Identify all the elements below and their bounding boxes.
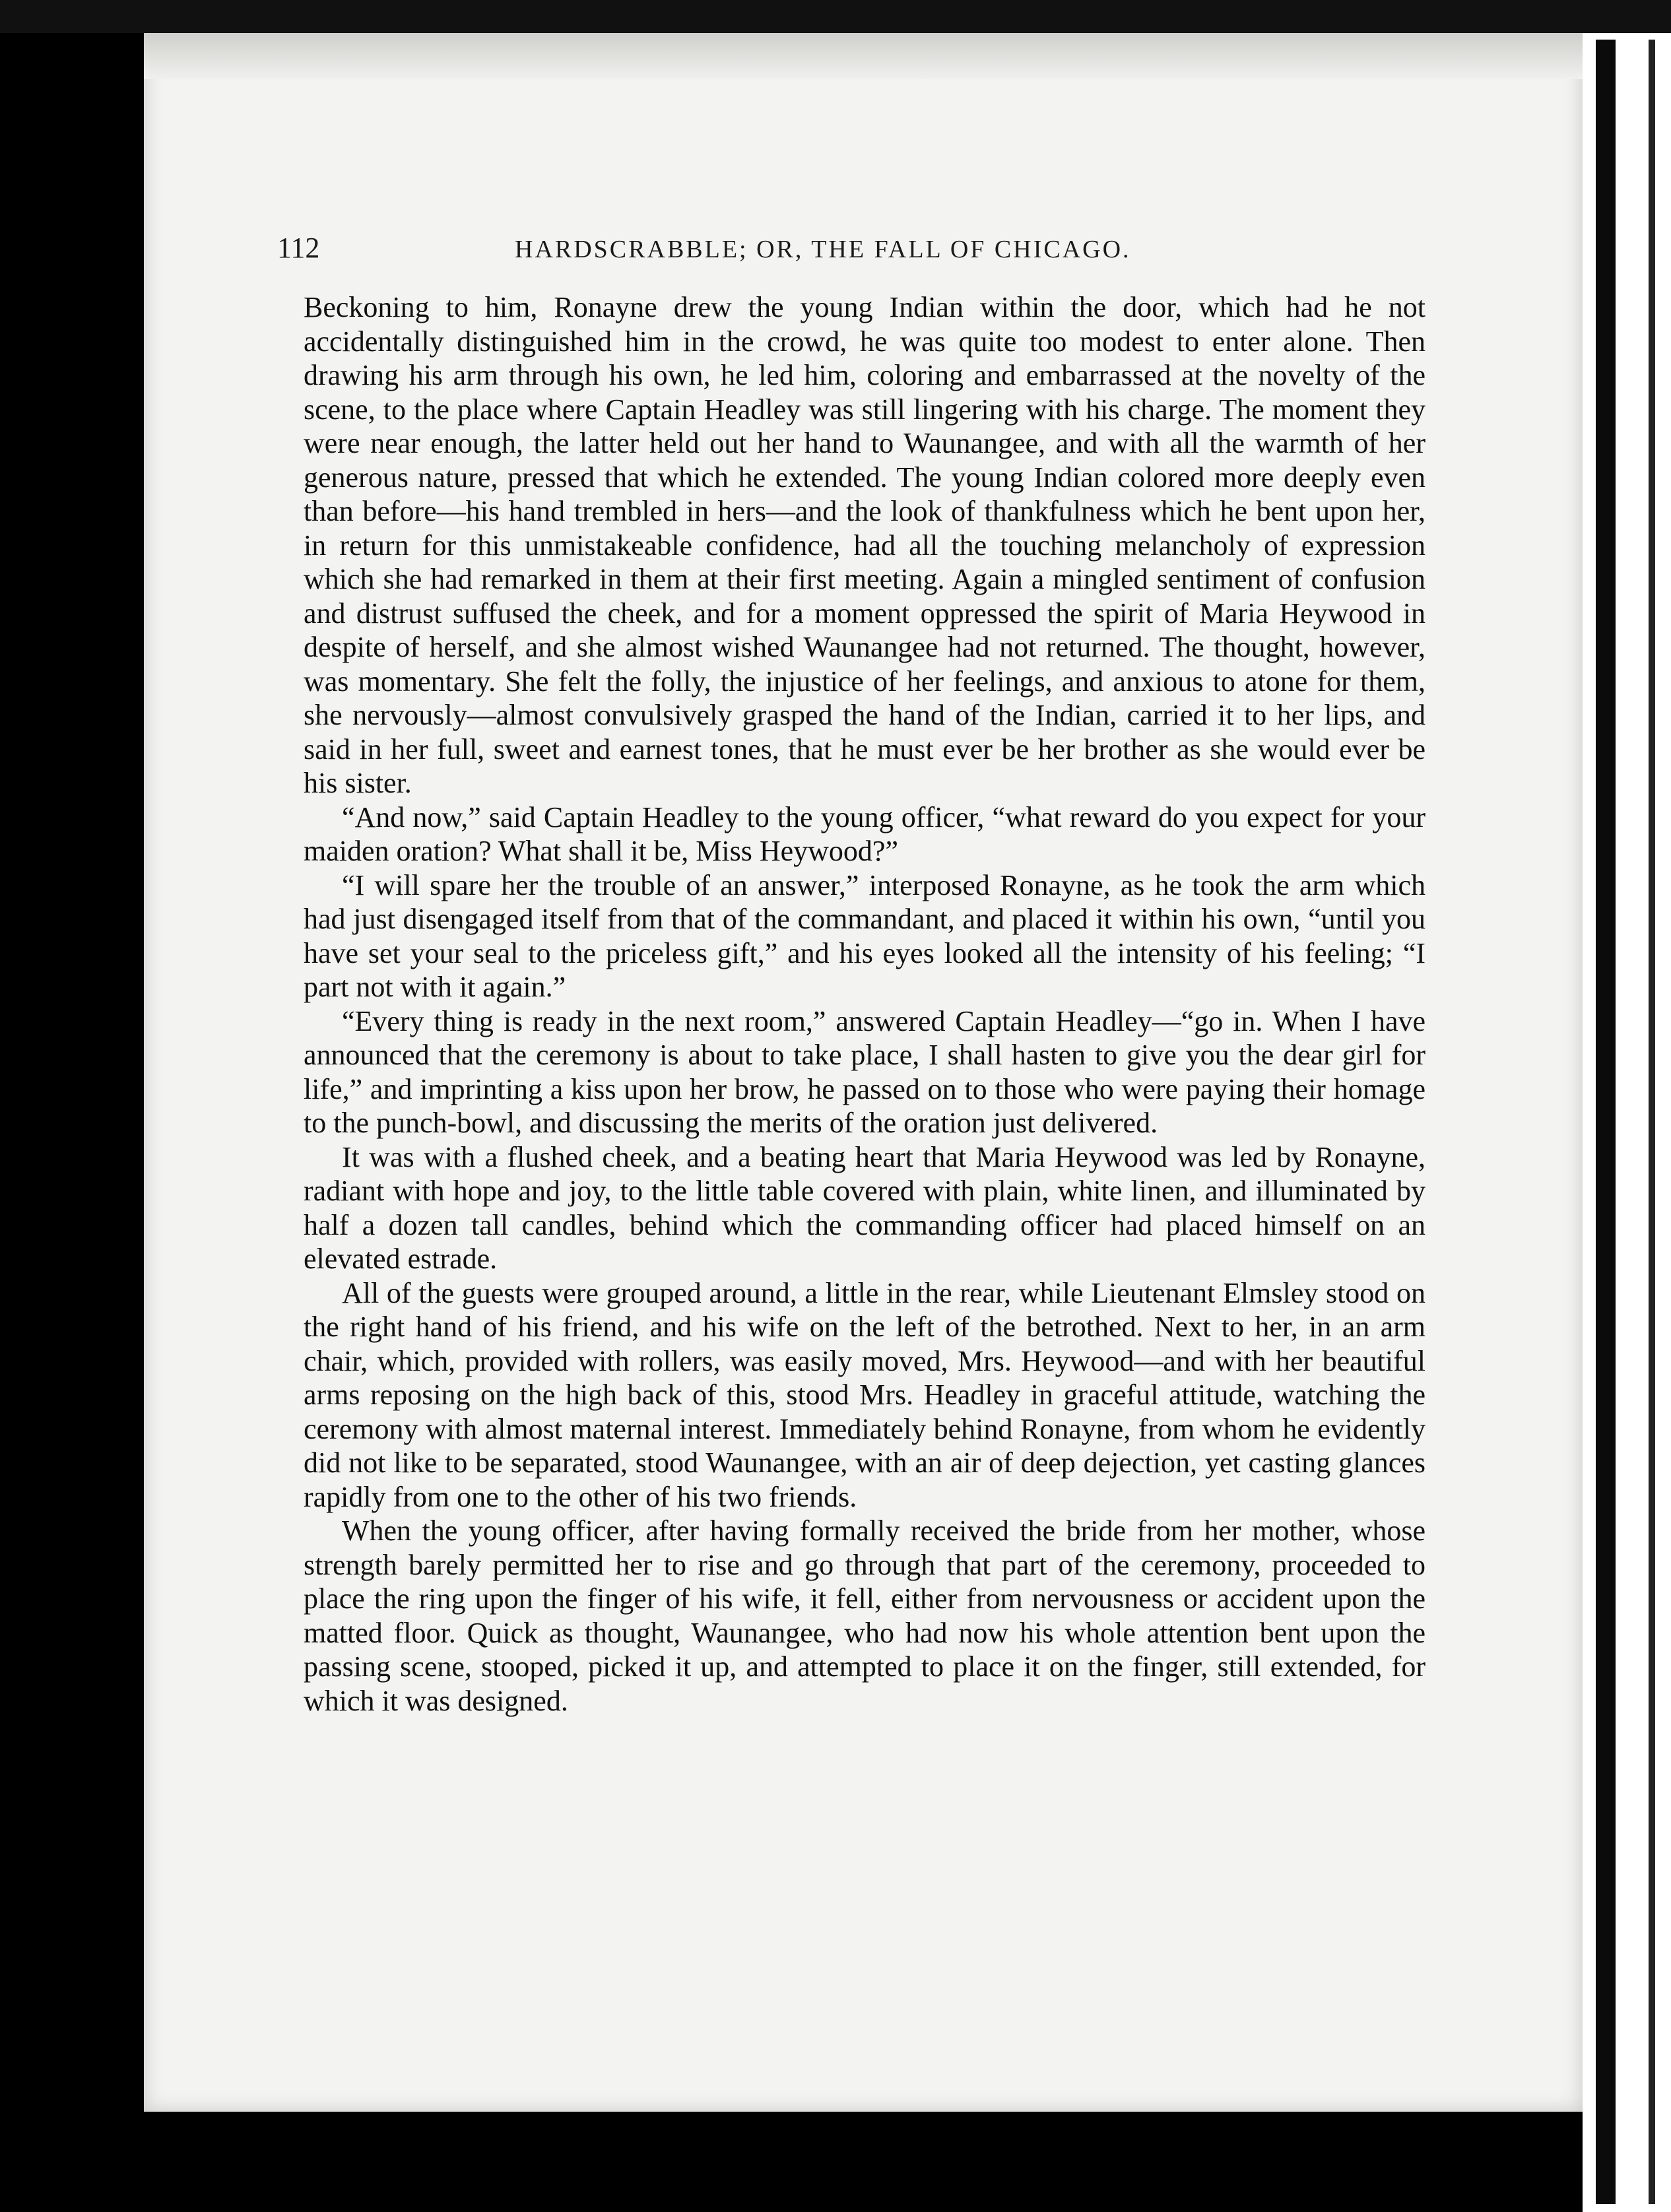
- paragraph: It was with a flushed cheek, and a beating heart that Maria Heywood was led by Ronayne, radiant with hope and joy, to the little table covered with plain, white linen, and illuminated by half a dozen tall candles, behind which the commanding officer had placed himself on an elevated estrade.: [304, 1140, 1425, 1275]
- spine-edge: [1649, 40, 1655, 2204]
- page-number: 112: [277, 232, 320, 264]
- paragraph: When the young officer, after having formally received the bride from her mother, whose strength barely permitted her to rise and go through that part of the ceremony, proceeded to place the ring upon the finger of his wife, it fell, either from nervousness or accident upon the matted floor. Quick as thought, Waunangee, who had now his whole attention bent upon the passing scene, stooped, picked it up, and attempted to place it on the finger, still extended, for which it was designed.: [304, 1514, 1425, 1717]
- book-spine-shadow: [1596, 40, 1616, 2204]
- paragraph: “And now,” said Captain Headley to the young officer, “what reward do you expect for your maiden oration? What shall it be, Miss Heywood?”: [304, 800, 1425, 867]
- page-top-edge: [144, 33, 1583, 79]
- running-head: HARDSCRABBLE; OR, THE FALL OF CHICAGO.: [515, 236, 1131, 263]
- page-header: [277, 231, 1452, 277]
- paragraph: “Every thing is ready in the next room,” answered Captain Headley—“go in. When I have announced that the ceremony is about to take place, I shall hasten to give you the dear girl for life,” and imprinting a kiss upon her brow, he passed on to those who were paying their homage to the punch-bowl, and discussing the merits of the oration just delivered.: [304, 1004, 1425, 1139]
- paragraph: “I will spare her the trouble of an answer,” interposed Ronayne, as he took the arm which had just disengaged itself from that of the commandant, and placed it within his own, “until you have set your seal to the priceless gift,” and his eyes looked all the intensity of his feeling; “I part not with it again.”: [304, 868, 1425, 1003]
- paragraph: Beckoning to him, Ronayne drew the young Indian within the door, which had he not accidentally distinguished him in the crowd, he was quite too modest to enter alone. Then drawing his arm through his own, he led him, coloring and embarrassed at the novelty of the scene, to the place where Captain Headley was still lingering with his charge. The moment they were near enough, the latter held out her hand to Waunangee, and with all the warmth of her generous nature, pressed that which he extended. The young Indian colored more deeply even than before—his hand trembled in hers—and the look of thankfulness which he bent upon her, in return for this unmistakeable confidence, had all the touching melancholy of expression which she had remarked in them at their first meeting. Again a mingled sentiment of confusion and distrust suffused the cheek, and for a moment oppressed the spirit of Maria Heywood in despite of herself, and she almost wished Waunangee had not returned. The thought, however, was momentary. She felt the folly, the injustice of her feelings, and anxious to atone for them, she nervously—almost convulsively grasped the hand of the Indian, carried it to her lips, and said in her full, sweet and earnest tones, that he must ever be her brother as she would ever be his sister.: [304, 291, 1425, 799]
- scan-background: [0, 0, 1671, 33]
- body-text: [304, 290, 1425, 1718]
- paragraph: All of the guests were grouped around, a little in the rear, while Lieutenant Elmsley stood on the right hand of his friend, and his wife on the left of the betrothed. Next to her, in an arm chair, which, provided with rollers, was easily moved, Mrs. Heywood—and with her beautiful arms reposing on the high back of this, stood Mrs. Headley in graceful attitude, watching the ceremony with almost maternal interest. Immediately behind Ronayne, from whom he evidently did not like to be separated, stood Waunangee, with an air of deep dejection, yet casting glances rapidly from one to the other of his two friends.: [304, 1276, 1425, 1513]
